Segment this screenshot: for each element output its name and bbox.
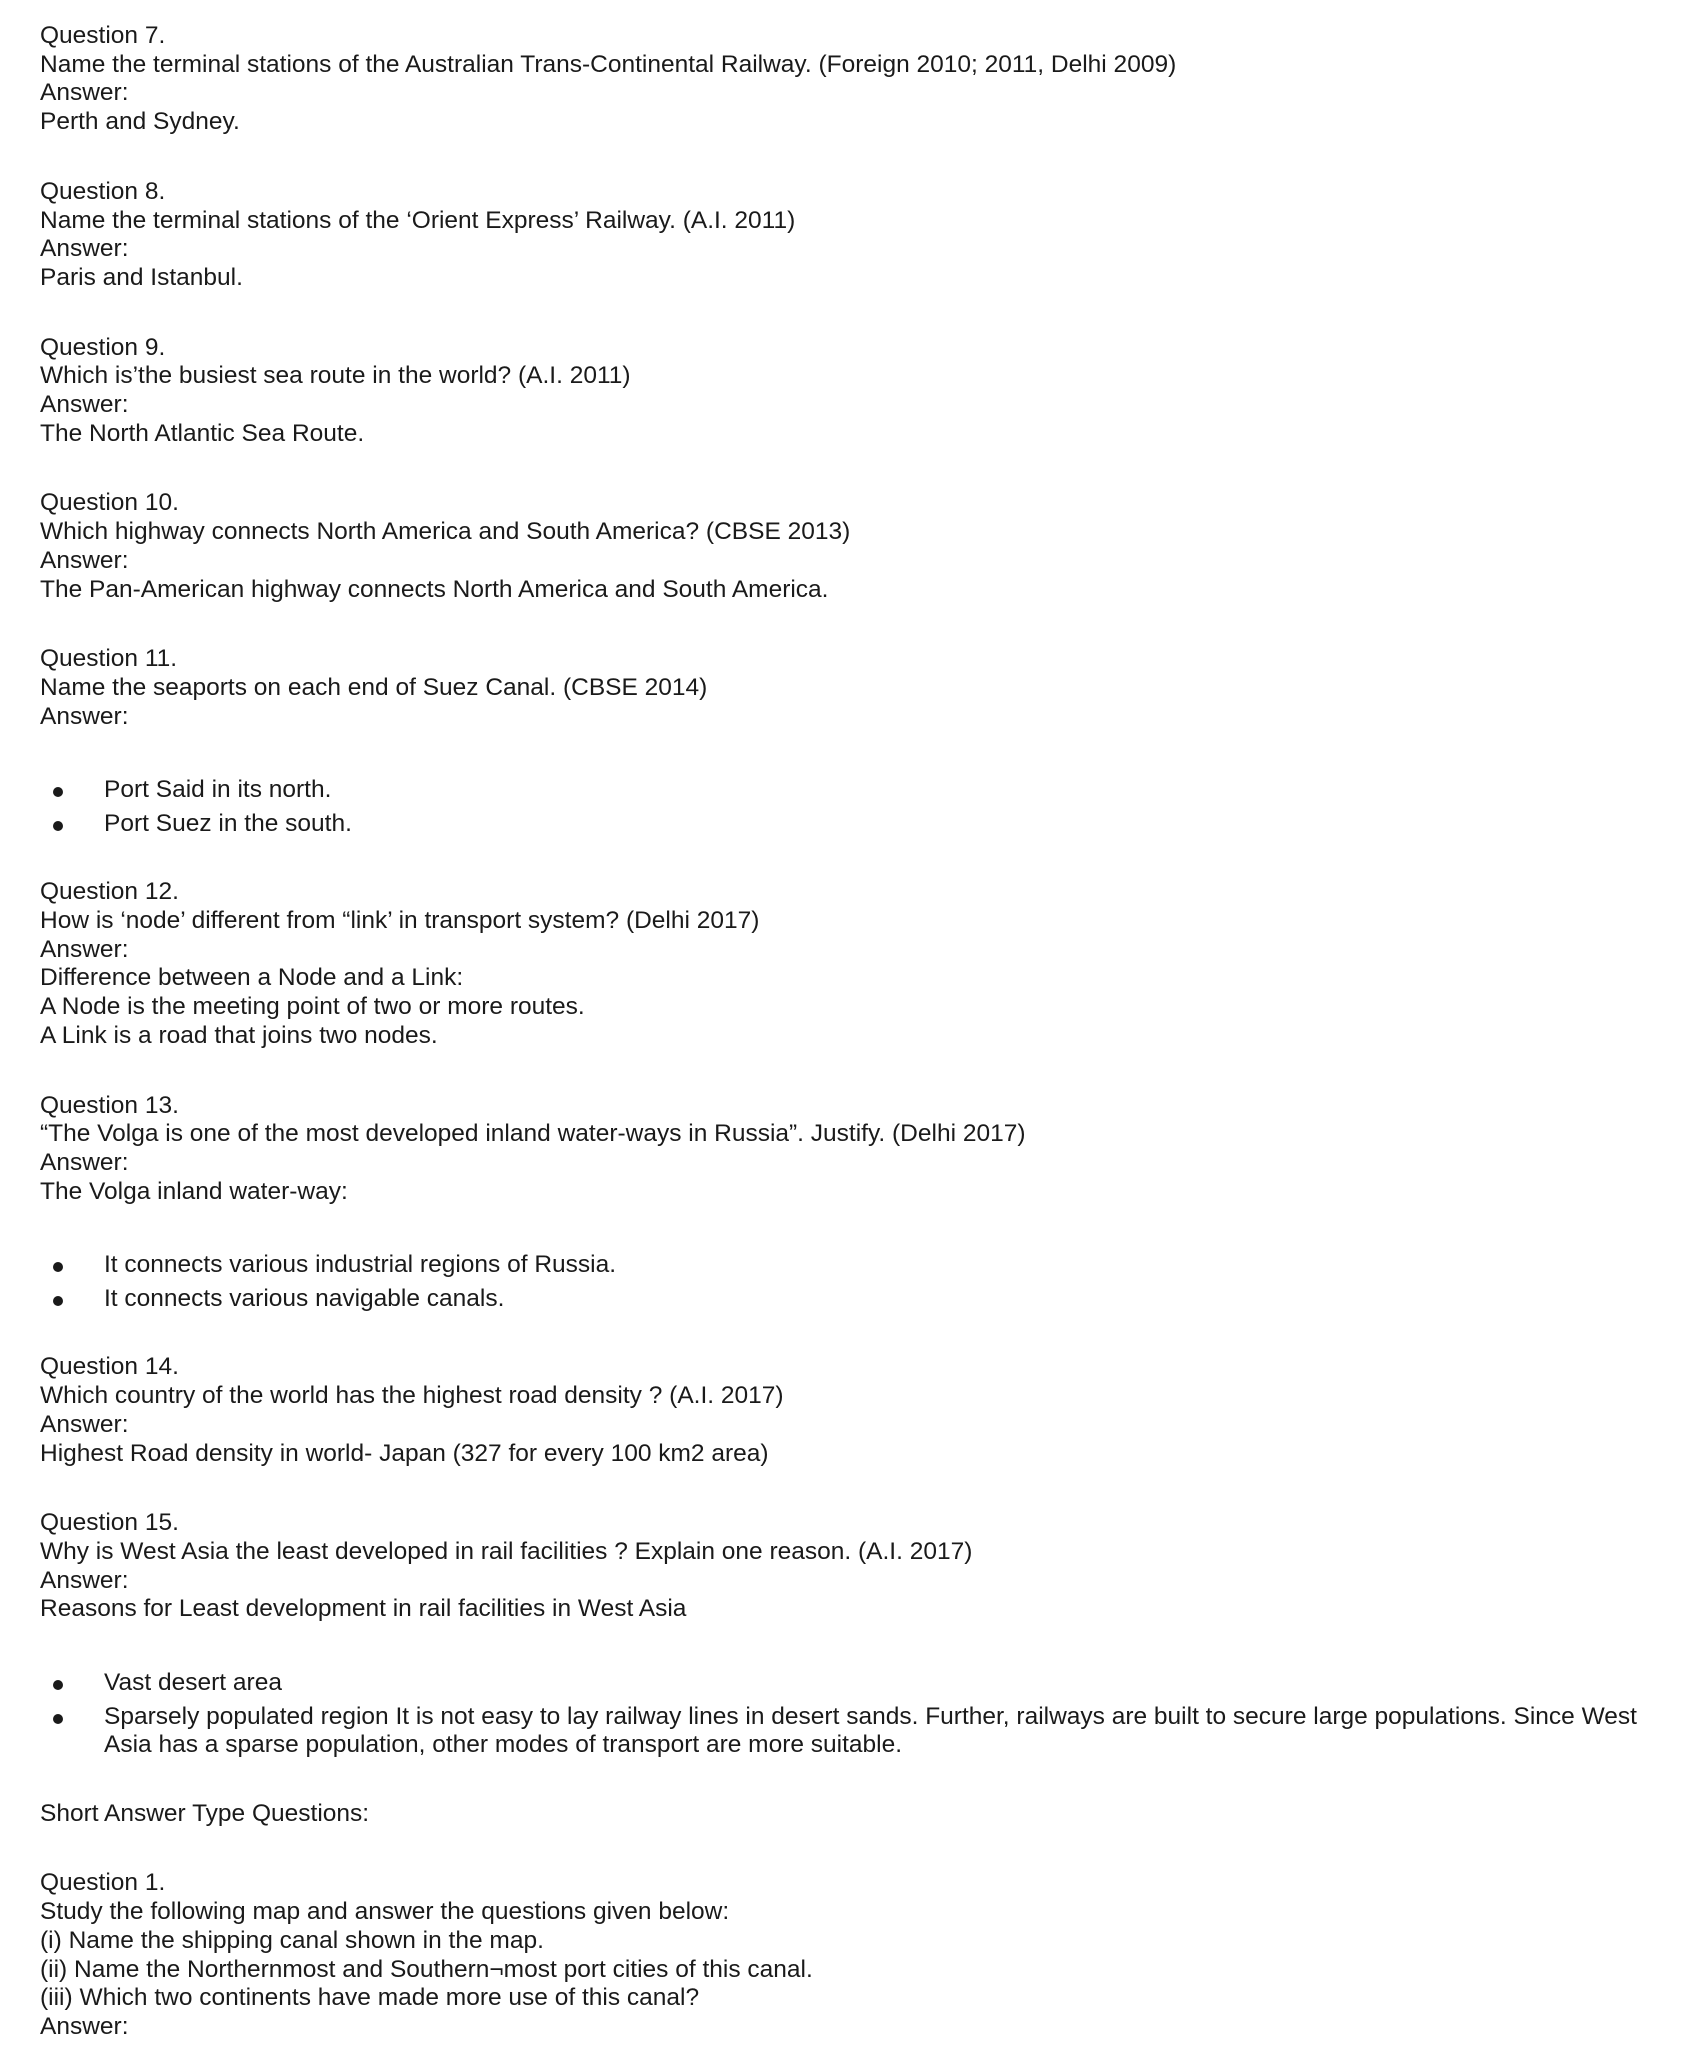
question-text: Name the terminal stations of the Australian Trans-Continental Railway. (Foreign 2010; 2011, Delhi 2009): [40, 50, 1177, 78]
question-title: Question 10.: [40, 489, 179, 517]
answer-label: Answer:: [40, 1148, 129, 1176]
answer-label: Answer:: [40, 935, 129, 963]
short-question-1: [40, 1869, 1660, 2041]
bullet-item: Port Suez in the south.: [40, 810, 1660, 839]
bullet-item: Port Said in its north.: [40, 776, 1660, 805]
bullet-item: It connects various industrial regions of Russia.: [40, 1251, 1660, 1280]
answer-text: Reasons for Least development in rail facilities in West Asia: [40, 1595, 687, 1623]
bullet-icon: [53, 1262, 63, 1272]
question-13: [40, 1092, 1660, 1207]
question-title: Question 14.: [40, 1353, 179, 1381]
question-text: Which highway connects North America and South America? (CBSE 2013): [40, 518, 851, 546]
question-title: Question 15.: [40, 1509, 179, 1537]
answer-bullet-list: [40, 1251, 1660, 1313]
question-text: Which country of the world has the highest road density ? (A.I. 2017): [40, 1382, 784, 1410]
answer-label: Answer:: [40, 235, 129, 263]
question-11: [40, 645, 1660, 731]
answer-label: Answer:: [40, 391, 129, 419]
question-title: Question 7.: [40, 22, 166, 49]
bullet-icon: [53, 787, 63, 797]
question-text: Name the terminal stations of the ‘Orient Express’ Railway. (A.I. 2011): [40, 206, 796, 234]
answer-text: The Pan-American highway connects North America and South America.: [40, 575, 829, 603]
bullet-icon: [53, 821, 63, 831]
bullet-icon: [53, 1714, 63, 1724]
bullet-item: Vast desert area: [40, 1669, 1660, 1698]
answer-text: A Link is a road that joins two nodes.: [40, 1021, 438, 1049]
question-text: Study the following map and answer the questions given below:: [40, 1898, 730, 1926]
question-text: (iii) Which two continents have made more use of this canal?: [40, 1984, 700, 2012]
question-7: [40, 22, 1660, 137]
section-heading-text: Short Answer Type Questions:: [40, 1799, 370, 1827]
answer-label: Answer:: [40, 1410, 129, 1438]
answer-label: Answer:: [40, 2012, 129, 2040]
bullet-icon: [53, 1680, 63, 1690]
bullet-item: It connects various navigable canals.: [40, 1285, 1660, 1314]
question-text: Name the seaports on each end of Suez Canal. (CBSE 2014): [40, 673, 708, 701]
answer-text: Difference between a Node and a Link:: [40, 964, 464, 992]
question-title: Question 13.: [40, 1091, 179, 1119]
answer-text: Highest Road density in world- Japan (327 for every 100 km2 area): [40, 1439, 769, 1467]
answer-label: Answer:: [40, 546, 129, 574]
answer-text: The Volga inland water-way:: [40, 1177, 348, 1205]
question-title: Question 1.: [40, 1869, 166, 1897]
answer-label: Answer:: [40, 1566, 129, 1594]
question-title: Question 8.: [40, 177, 166, 205]
question-text: (i) Name the shipping canal shown in the map.: [40, 1926, 544, 1954]
question-text: “The Volga is one of the most developed inland water-ways in Russia”. Justify. (Delhi 2017): [40, 1120, 1026, 1148]
answer-bullet-list: [40, 776, 1660, 838]
bullet-item: Sparsely populated region It is not easy to lay railway lines in desert sands. Further, railways are built to secure large populations. Since West Asia has a sparse population, other modes of transport are more suitable.: [40, 1703, 1660, 1760]
question-text: (ii) Name the Northernmost and Southern¬most port cities of this canal.: [40, 1955, 813, 1983]
answer-text: Perth and Sydney.: [40, 108, 240, 136]
answer-text: The North Atlantic Sea Route.: [40, 419, 365, 447]
question-title: Question 9.: [40, 333, 166, 361]
answer-label: Answer:: [40, 79, 129, 107]
question-10: [40, 489, 1660, 604]
document-page: [40, 22, 1660, 2042]
question-title: Question 12.: [40, 878, 179, 906]
question-12: [40, 878, 1660, 1050]
question-text: How is ‘node’ different from “link’ in transport system? (Delhi 2017): [40, 907, 760, 935]
question-title: Question 11.: [40, 645, 178, 673]
answer-label: Answer:: [40, 702, 129, 730]
bullet-icon: [53, 1296, 63, 1306]
question-9: [40, 334, 1660, 449]
section-heading: [40, 1800, 1660, 1829]
question-14: [40, 1353, 1660, 1468]
question-8: [40, 178, 1660, 293]
answer-bullet-list: [40, 1669, 1660, 1760]
answer-text: Paris and Istanbul.: [40, 263, 243, 291]
question-text: Which is’the busiest sea route in the world? (A.I. 2011): [40, 362, 631, 390]
question-text: Why is West Asia the least developed in rail facilities ? Explain one reason. (A.I. 2017): [40, 1537, 973, 1565]
answer-text: A Node is the meeting point of two or more routes.: [40, 993, 585, 1021]
question-15: [40, 1509, 1660, 1624]
